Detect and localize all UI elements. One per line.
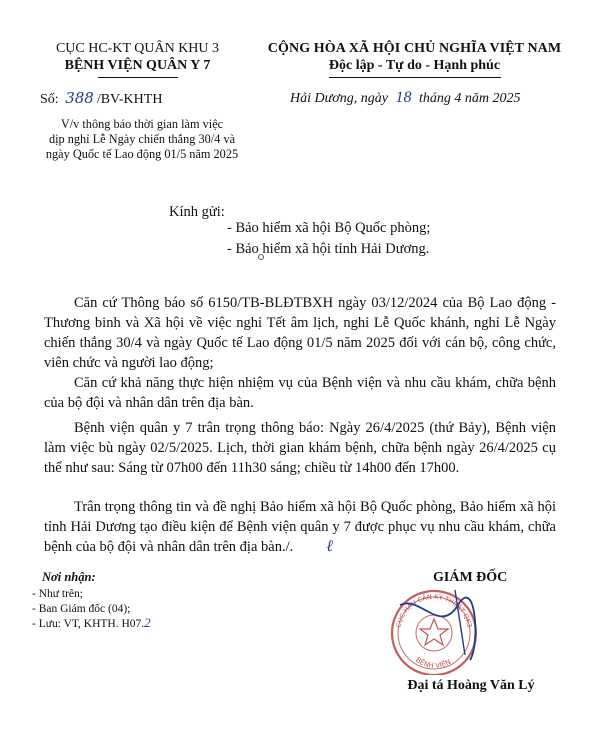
- signature-title: GIÁM ĐỐC: [433, 570, 508, 585]
- subject-line-2: dịp nghỉ Lễ Ngày chiến thắng 30/4 và: [48, 132, 236, 146]
- seal-text-top: CỤC HẬU CẦN KỸ THUẬT QK3: [394, 592, 474, 629]
- signer-name: Đại tá Hoàng Văn Lý: [407, 678, 535, 693]
- doc-number-suffix: /BV-KHTH: [96, 92, 163, 107]
- body-paragraph-4: [44, 497, 556, 557]
- date-place: Hải Dương, ngày: [290, 91, 388, 106]
- official-seal: [370, 575, 495, 675]
- recipients-label: Kính gửi:: [169, 204, 225, 220]
- doc-number-handwritten: 388: [65, 89, 94, 107]
- handwritten-mark: ℓ: [326, 538, 333, 555]
- org-line-2: BỆNH VIỆN QUÂN Y 7: [64, 58, 211, 73]
- org-line-1: CỤC HC-KT QUÂN KHU 3: [55, 41, 220, 56]
- copy-item-text: - Lưu: VT, KHTH. H07.: [32, 618, 145, 630]
- subject-line-1: V/v thông báo thời gian làm việc: [60, 117, 224, 131]
- stray-mark: [258, 254, 264, 260]
- org-underline: [98, 77, 178, 78]
- recipients-copy-list: [32, 587, 151, 632]
- national-header: [252, 40, 577, 78]
- svg-text:BỆNH VIỆN: [414, 656, 452, 670]
- body-paragraph-3: Bệnh viện quân y 7 trân trọng thông báo: Ngày 26/4/2025 (thứ Bảy), Bệnh viện làm việc bù ngày 02/5/2025. Lịch, thời gian khám bệnh, chữa bệnh ngày 26/4/2025 cụ thể như sau: Sáng từ 07h00 đến 11h30 sáng; chiều từ 14h00 đến 17h00.: [44, 420, 556, 476]
- body-paragraph-2: Căn cứ khả năng thực hiện nhiệm vụ của Bệnh viện và nhu cầu khám, chữa bệnh của bộ đội và nhân dân trên địa bàn.: [44, 375, 556, 411]
- document-number: [40, 89, 162, 108]
- seal-text-bottom: BỆNH VIỆN: [414, 655, 453, 671]
- copy-item: [32, 616, 151, 632]
- copy-item: - Ban Giám đốc (04);: [32, 602, 131, 615]
- date-day-handwritten: 18: [395, 89, 412, 106]
- body-paragraph-1: Căn cứ Thông báo số 6150/TB-BLĐTBXH ngày 03/12/2024 của Bộ Lao động - Thương binh và Xã hội về việc nghỉ Tết âm lịch, nghỉ Lễ Quốc khánh, nghỉ Lễ Ngày chiến thắng 30/4 và ngày Quốc tế Lao động 01/5 năm 2025 đối với cán bộ, công chức, viên chức và người lao động;: [44, 295, 556, 371]
- document-date: [290, 89, 520, 107]
- handwritten-initial: 2: [144, 615, 151, 630]
- recipient-item: - Bảo hiểm xã hội Bộ Quốc phòng;: [227, 220, 431, 236]
- motto-underline: [329, 77, 501, 78]
- nation-line-1: CỘNG HÒA XÃ HỘI CHỦ NGHĨA VIỆT NAM: [267, 41, 562, 56]
- subject-line-3: ngày Quốc tế Lao động 01/5 năm 2025: [45, 147, 239, 161]
- recipient-item: - Bảo hiểm xã hội tỉnh Hải Dương.: [227, 241, 430, 257]
- paragraph-4-text: Trân trọng thông tin và đề nghị Bảo hiểm xã hội Bộ Quốc phòng, Bảo hiểm xã hội tỉnh Hải Dương tạo điều kiện để Bệnh viện quân y 7 được phục vụ nhu cầu khám, chữa bệnh của bộ đội và nhân dân trên địa bàn./.: [44, 499, 556, 555]
- date-month-year: tháng 4 năm 2025: [418, 91, 521, 106]
- recipients-list: [227, 218, 430, 260]
- recipients-copy-title: Nơi nhận:: [42, 570, 96, 584]
- svg-text:CỤC HẬU CẦN KỸ THUẬT QK3: [394, 592, 473, 628]
- document-subject: [42, 117, 242, 162]
- nation-line-2: Độc lập - Tự do - Hạnh phúc: [328, 58, 501, 73]
- copy-item: - Như trên;: [32, 588, 83, 600]
- issuing-organization: [20, 40, 255, 78]
- doc-number-prefix: Số:: [40, 92, 59, 107]
